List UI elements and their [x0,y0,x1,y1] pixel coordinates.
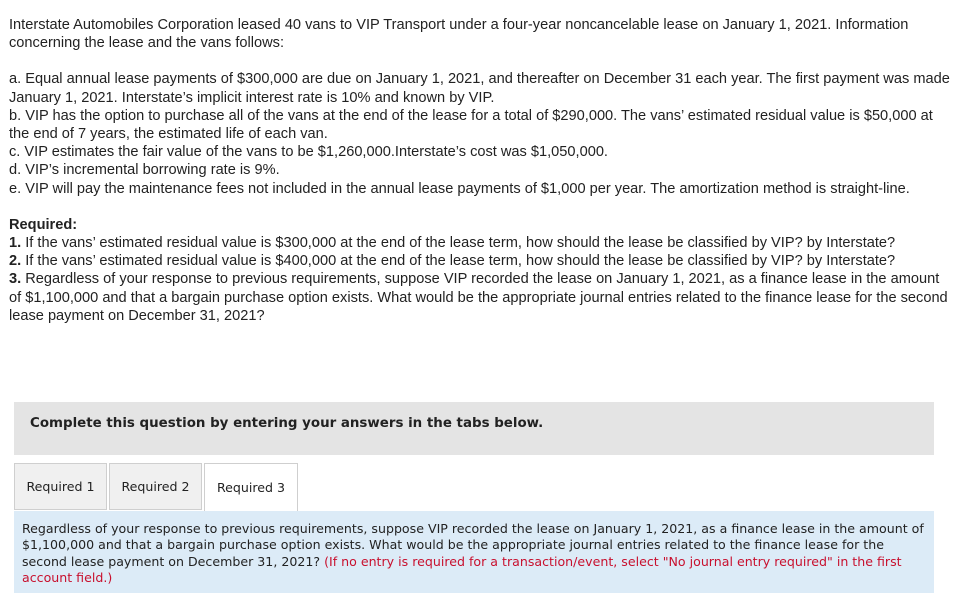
requirement-text: If the vans’ estimated residual value is $300,000 at the end of the lease term, how should the lease be classified by VIP? by Interstate? [25,235,896,252]
requirement-text: Regardless of your response to previous requirements, suppose VIP recorded the lease on January 1, 2021, as a finance lease in the amount of $1,100,000 and that a bargain purchase option exists. What would be the appropriate journal entries related to the finance lease for the second lease payment on December 31, 2021? [9,271,948,324]
spacer [9,52,954,70]
panel-note: (If no entry is required for a transaction/event, select "No journal entry required" in the first account field.) [22,553,902,586]
panel-question-text: Regardless of your response to previous requirements, suppose VIP recorded the lease on January 1, 2021, as a finance lease in the amount of $1,100,000 and that a bargain purchase option exists. What would be the appropriate journal entries related to the finance lease for the second lease payment on December 31, 2021? [22,521,924,569]
requirement-1 [9,234,954,252]
fact-c: c. VIP estimates the fair value of the vans to be $1,260,000.Interstate’s cost was $1,050,000. [9,144,608,161]
requirement-tabs [14,463,298,511]
tab-panel [14,511,934,593]
tab-required-2[interactable]: Required 2 [109,463,202,510]
problem-intro: Interstate Automobiles Corporation leased 40 vans to VIP Transport under a four-year noncancelable lease on January 1, 2021. Information concerning the lease and the vans follows: [9,17,909,52]
tab-required-1[interactable]: Required 1 [14,463,107,510]
instruction-text: Complete this question by entering your answers in the tabs below. [30,416,544,431]
fact-a: a. Equal annual lease payments of $300,000 are due on January 1, 2021, and thereafter on December 31 each year. The first payment was made January 1, 2021. Interstate’s implicit interest rate is 10% and known by VIP. [9,71,950,106]
instruction-banner [14,402,934,455]
requirement-3 [9,270,954,325]
requirement-number: 2. [9,253,22,270]
requirement-number: 3. [9,271,22,288]
fact-d: d. VIP’s incremental borrowing rate is 9%. [9,162,280,179]
requirement-text: If the vans’ estimated residual value is $400,000 at the end of the lease term, how should the lease be classified by VIP? by Interstate? [25,253,896,270]
required-heading: Required: [9,216,78,233]
requirement-number: 1. [9,235,22,252]
panel-question [22,521,926,587]
fact-b: b. VIP has the option to purchase all of the vans at the end of the lease for a total of $290,000. The vans’ estimated residual value is $50,000 at the end of 7 years, the estimated life of each van. [9,107,933,143]
requirement-2 [9,252,954,270]
tab-required-3[interactable]: Required 3 [204,463,298,512]
problem-statement [9,16,954,325]
spacer [9,198,954,216]
fact-e: e. VIP will pay the maintenance fees not included in the annual lease payments of $1,000 per year. The amortization method is straight-line. [9,180,910,197]
